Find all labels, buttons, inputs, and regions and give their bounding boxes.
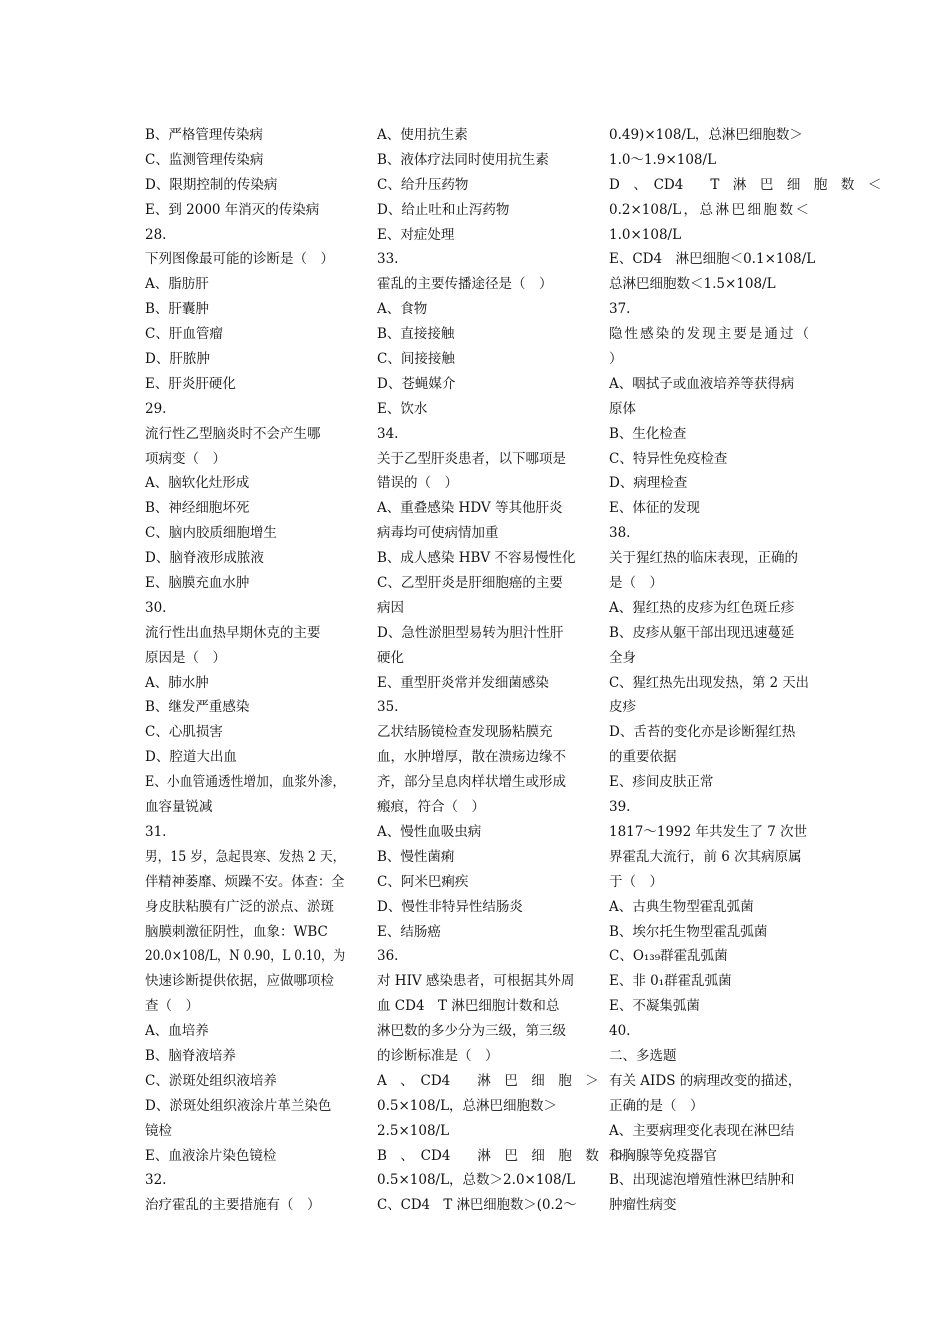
text-line: 二、多选题 bbox=[609, 1047, 677, 1064]
text-line: A、重叠感染 HDV 等其他肝炎 bbox=[377, 500, 563, 517]
text-line: D、脑脊液形成脓液 bbox=[145, 550, 264, 567]
text-line: A、主要病理变化表现在淋巴结 bbox=[609, 1122, 795, 1139]
text-line: 伴精神萎靡、烦躁不安。体查：全 bbox=[145, 873, 345, 890]
text-line: A、猩红热的皮疹为红色斑丘疹 bbox=[609, 599, 795, 616]
text-line: E、饮水 bbox=[377, 400, 428, 417]
text-line: 总淋巴细胞数＜1.5×108/L bbox=[609, 276, 776, 293]
text-line: 1.0～1.9×108/L bbox=[609, 151, 717, 168]
text-line: B、脑脊液培养 bbox=[145, 1047, 236, 1064]
text-line: E、重型肝炎常并发细菌感染 bbox=[377, 674, 549, 691]
text-line: C、肝血管瘤 bbox=[145, 326, 223, 343]
text-line: D、慢性非特异性结肠炎 bbox=[377, 898, 523, 915]
text-line: 的重要依据 bbox=[609, 749, 677, 766]
text-line: 病因 bbox=[377, 599, 404, 616]
text-line: 界霍乱大流行，前 6 次其病原属 bbox=[609, 848, 802, 865]
text-line: 血 CD4 T 淋巴细胞计数和总 bbox=[377, 998, 560, 1015]
text-line: 20.0×108/L，N 0.90，L 0.10，为 bbox=[145, 948, 346, 965]
text-line: B、液体疗法同时使用抗生素 bbox=[377, 151, 549, 168]
question-number: 32. bbox=[145, 1172, 167, 1189]
text-line: D、肝脓肿 bbox=[145, 351, 210, 368]
text-line: B 、 CD4 淋 巴 细 胞 数 ＞ bbox=[377, 1147, 626, 1164]
question-number: 38. bbox=[609, 525, 631, 542]
text-line: 流行性出血热早期休克的主要 bbox=[145, 624, 321, 641]
text-line: 0.5×108/L，总数＞2.0×108/L bbox=[377, 1172, 576, 1189]
text-line: B、继发严重感染 bbox=[145, 699, 250, 716]
text-line: C、心肌损害 bbox=[145, 724, 223, 741]
text-line: 乙状结肠镜检查发现肠粘膜充 bbox=[377, 724, 553, 741]
text-line: 流行性乙型脑炎时不会产生哪 bbox=[145, 425, 321, 442]
question-number: 33. bbox=[377, 251, 399, 268]
text-line: C、监测管理传染病 bbox=[145, 151, 264, 168]
text-line: A、脑软化灶形成 bbox=[145, 475, 250, 492]
text-line: 的诊断标准是（ ） bbox=[377, 1047, 499, 1064]
text-line: B、神经细胞坏死 bbox=[145, 500, 250, 517]
text-line: C、阿米巴痢疾 bbox=[377, 873, 469, 890]
question-number: 29. bbox=[145, 400, 167, 417]
text-line: 和胸腺等免疫器官 bbox=[609, 1147, 717, 1164]
text-line: D、给止吐和止泻药物 bbox=[377, 201, 510, 218]
question-number: 28. bbox=[145, 226, 167, 243]
text-line: 项病变（ ） bbox=[145, 450, 226, 467]
text-line: 关于猩红热的临床表现，正确的 bbox=[609, 550, 798, 567]
text-line: B、慢性菌痢 bbox=[377, 848, 455, 865]
text-line: D 、 CD4 T 淋 巴 细 胞 数 ＜ bbox=[609, 176, 882, 193]
text-line: 硬化 bbox=[377, 649, 404, 666]
text-line: 原体 bbox=[609, 400, 636, 417]
text-line: E、小血管通透性增加，血浆外渗， bbox=[145, 774, 346, 791]
text-line: C、CD4 T 淋巴细胞数＞(0.2～ bbox=[377, 1197, 577, 1214]
text-line: A、血培养 bbox=[145, 1023, 209, 1040]
text-line: C、给升压药物 bbox=[377, 176, 469, 193]
text-line: D、限期控制的传染病 bbox=[145, 176, 278, 193]
text-line: 1817～1992 年共发生了 7 次世 bbox=[609, 823, 808, 840]
question-number: 37. bbox=[609, 301, 631, 318]
text-line: 错误的（ ） bbox=[377, 475, 458, 492]
text-line: B、严格管理传染病 bbox=[145, 127, 263, 143]
text-line: 镜检 bbox=[145, 1122, 172, 1139]
text-line: 0.5×108/L，总淋巴细胞数＞ bbox=[377, 1097, 558, 1114]
text-line: A、慢性血吸虫病 bbox=[377, 823, 482, 840]
text-line: 肿瘤性病变 bbox=[609, 1197, 677, 1214]
text-line: 病毒均可使病情加重 bbox=[377, 525, 499, 542]
question-number: 31. bbox=[145, 823, 167, 840]
text-line: A、脂肪肝 bbox=[145, 276, 209, 293]
text-line: A、使用抗生素 bbox=[377, 127, 468, 143]
text-line: 隐性感染的发现主要是通过（ bbox=[609, 326, 809, 343]
text-line: 下列图像最可能的诊断是（ ） bbox=[145, 251, 334, 268]
text-line: E、肝炎肝硬化 bbox=[145, 375, 236, 392]
question-number: 35. bbox=[377, 699, 399, 716]
text-line: A、古典生物型霍乱弧菌 bbox=[609, 898, 754, 915]
text-line: E、非 0₁群霍乱弧菌 bbox=[609, 973, 732, 990]
text-line: B、出现滤泡增殖性淋巴结肿和 bbox=[609, 1172, 795, 1189]
text-line: 血，水肿增厚，散在溃疡边缘不 bbox=[377, 749, 566, 766]
text-line: 齐，部分呈息肉样状增生或形成 bbox=[377, 774, 566, 791]
text-line: B、直接接触 bbox=[377, 326, 455, 343]
text-line: C、脑内胶质细胞增生 bbox=[145, 525, 277, 542]
text-line: E、体征的发现 bbox=[609, 500, 700, 517]
text-line: C、间接接触 bbox=[377, 351, 455, 368]
text-line: A、食物 bbox=[377, 301, 428, 318]
text-line: A 、 CD4 淋 巴 细 胞 ＞ bbox=[377, 1072, 599, 1089]
text-line: C、乙型肝炎是肝细胞癌的主要 bbox=[377, 575, 563, 592]
text-line: 男，15 岁，急起畏寒、发热 2 天， bbox=[145, 848, 346, 865]
text-line: B、生化检查 bbox=[609, 425, 687, 442]
text-line: E、到 2000 年消灭的传染病 bbox=[145, 201, 320, 218]
text-line: 淋巴数的多少分为三级，第三级 bbox=[377, 1023, 566, 1040]
text-line: D、舌苔的变化亦是诊断猩红热 bbox=[609, 724, 796, 741]
text-line: B、皮疹从躯干部出现迅速蔓延 bbox=[609, 624, 795, 641]
text-line: 于（ ） bbox=[609, 873, 663, 890]
text-line: A、咽拭子或血液培养等获得病 bbox=[609, 375, 795, 392]
text-line: C、O₁₃₉群霍乱弧菌 bbox=[609, 948, 728, 965]
text-line: E、CD4 淋巴细胞＜0.1×108/L bbox=[609, 251, 816, 268]
text-column-right bbox=[609, 123, 882, 1218]
question-number: 36. bbox=[377, 948, 399, 965]
text-line: D、淤斑处组织液涂片革兰染色 bbox=[145, 1097, 332, 1114]
text-line: D、腔道大出血 bbox=[145, 749, 237, 766]
text-line: 2.5×108/L bbox=[377, 1122, 450, 1139]
text-line: 皮疹 bbox=[609, 699, 636, 716]
text-line: 0.49)×108/L，总淋巴细胞数＞ bbox=[609, 127, 803, 143]
text-line: 查（ ） bbox=[145, 998, 199, 1015]
text-column-left bbox=[145, 123, 345, 1218]
text-line: D、病理检查 bbox=[609, 475, 688, 492]
text-line: 霍乱的主要传播途径是（ ） bbox=[377, 276, 553, 293]
question-number: 39. bbox=[609, 799, 631, 816]
text-line: C、猩红热先出现发热，第 2 天出 bbox=[609, 674, 809, 691]
text-line: 快速诊断提供依据，应做哪项检 bbox=[145, 973, 334, 990]
text-line: B、成人感染 HBV 不容易慢性化 bbox=[377, 550, 576, 567]
question-number: 40. bbox=[609, 1023, 631, 1040]
text-line: B、肝囊肿 bbox=[145, 301, 209, 318]
text-line: 正确的是（ ） bbox=[609, 1097, 704, 1114]
text-line: C、淤斑处组织液培养 bbox=[145, 1072, 277, 1089]
text-line: B、埃尔托生物型霍乱弧菌 bbox=[609, 923, 768, 940]
text-line: ） bbox=[609, 351, 623, 368]
text-line: D、急性淤胆型易转为胆汁性肝 bbox=[377, 624, 564, 641]
text-line: 瘢痕，符合（ ） bbox=[377, 799, 485, 816]
text-line: 是（ ） bbox=[609, 575, 663, 592]
text-line: 有关 AIDS 的病理改变的描述， bbox=[609, 1072, 802, 1089]
text-line: 原因是（ ） bbox=[145, 649, 226, 666]
text-line: 血容量锐减 bbox=[145, 799, 213, 816]
text-line: E、结肠癌 bbox=[377, 923, 441, 940]
question-number: 34. bbox=[377, 425, 399, 442]
text-line: D、苍蝇媒介 bbox=[377, 375, 456, 392]
text-line: 全身 bbox=[609, 649, 636, 666]
text-line: 对 HIV 感染患者，可根据其外周 bbox=[377, 973, 575, 990]
text-line: 身皮肤粘膜有广泛的淤点、淤斑 bbox=[145, 898, 334, 915]
text-line: 0.2×108/L，总淋巴细胞数＜ bbox=[609, 201, 809, 218]
text-line: E、疹间皮肤正常 bbox=[609, 774, 714, 791]
text-line: 1.0×108/L bbox=[609, 226, 682, 243]
text-line: 关于乙型肝炎患者，以下哪项是 bbox=[377, 450, 566, 467]
text-line: 脑膜刺激征阴性，血象：WBC bbox=[145, 923, 328, 940]
question-number: 30. bbox=[145, 599, 167, 616]
text-line: E、对症处理 bbox=[377, 226, 455, 243]
text-line: E、血液涂片染色镜检 bbox=[145, 1147, 277, 1164]
text-line: E、脑膜充血水肿 bbox=[145, 575, 250, 592]
text-line: 治疗霍乱的主要措施有（ ） bbox=[145, 1197, 321, 1214]
text-line: E、不凝集弧菌 bbox=[609, 998, 700, 1015]
text-line: A、肺水肿 bbox=[145, 674, 209, 691]
text-line: C、特异性免疫检查 bbox=[609, 450, 728, 467]
